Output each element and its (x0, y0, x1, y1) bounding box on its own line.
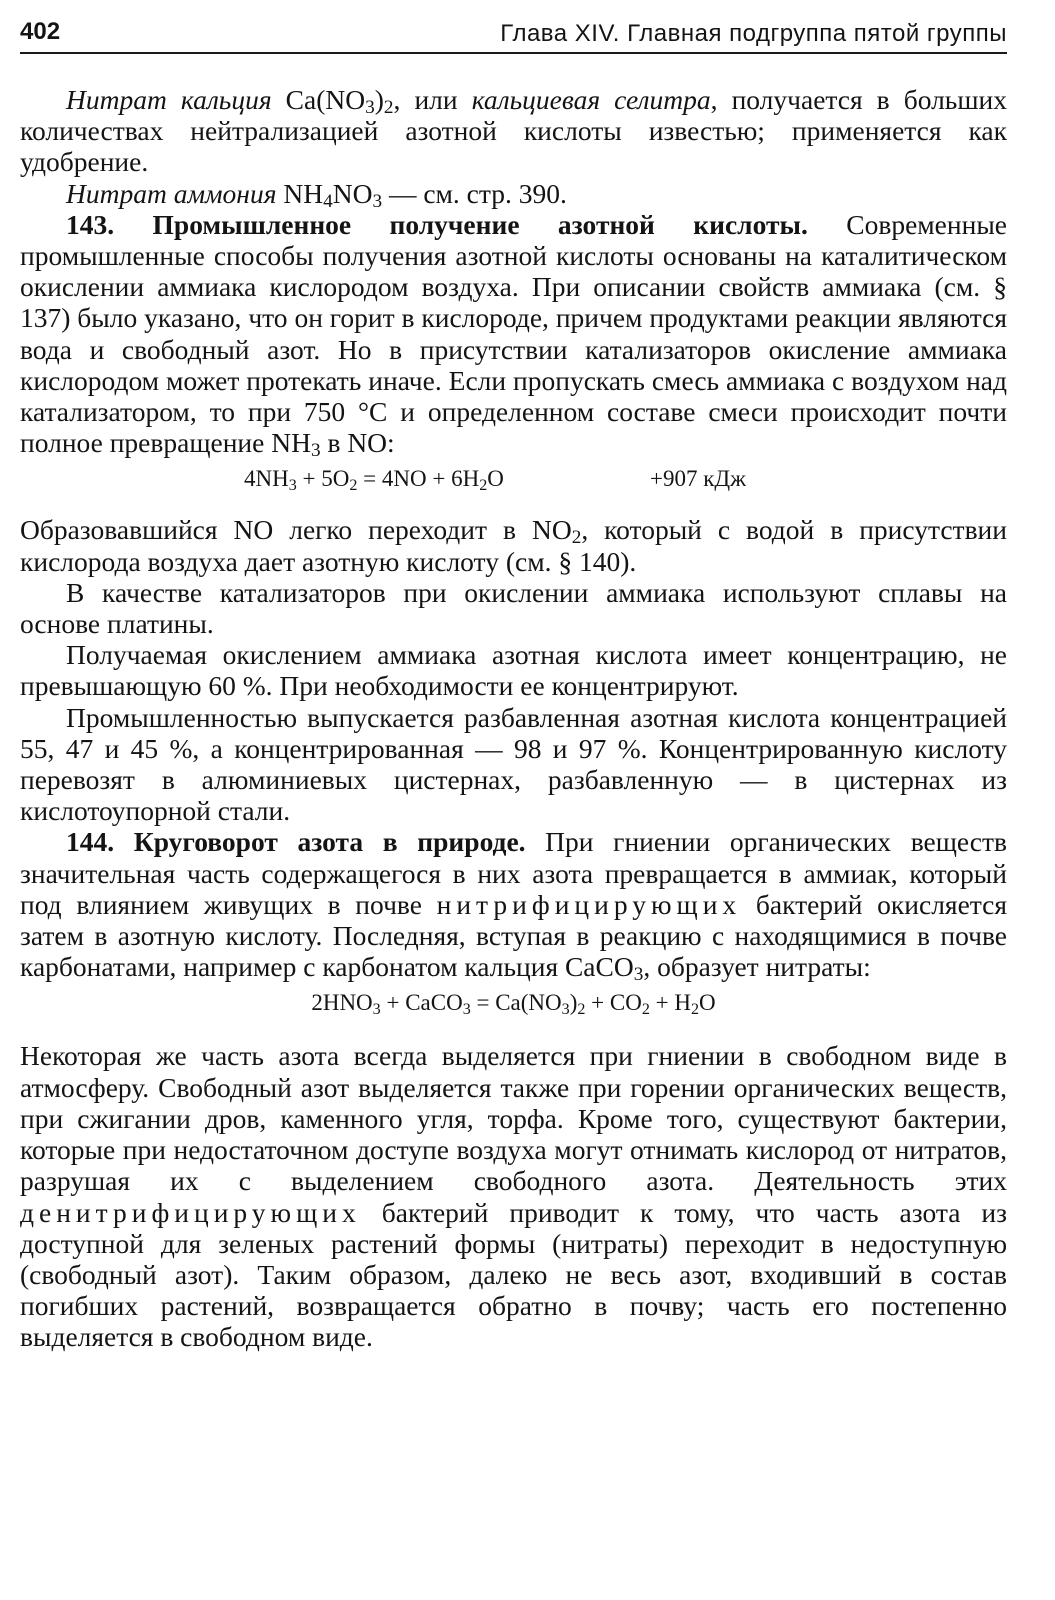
page-body (20, 84, 1007, 1353)
term-calcium-nitrate: Нитрат кальция (66, 84, 272, 115)
running-head: Глава XIV. Главная подгруппа пятой группы (500, 20, 1007, 47)
equation-nitrate-formation: $2HNO_3$ + CaCO$_3$ = $Ca(NO_3)_2 + CO_2 + H_2O$ (311, 990, 716, 1019)
section-heading-144: 144. Круговорот азота в природе. (66, 826, 526, 858)
paragraph-no-conversion: Образовавшийся NO легко переходит в $NO_2$, который с водой в присутствии кислорода воздуха дает азотную кислоту (см. § 140). (20, 514, 1007, 577)
spaced-term-denitrifying: денитрифицирующих (20, 1196, 361, 1228)
reaction-heat: +907 кДж (650, 466, 746, 492)
section-143: 143. Промышленное получение азотной кислоты. Современные промышленные способы получения азотной кислоты основаны на каталитическом окислении аммиака кислородом воздуха. При описании свойств аммиака (см. § 137) было указано, что он горит в кислороде, причем продуктами реакции являются вода и свободный азот. Но в присутствии катализаторов окисление аммиака кислородом может протекать иначе. Если пропускать смесь аммиака с воздухом над катализатором, то при 750 °С и определенном составе смеси происходит почти полное превращение $NH_3$ в NO: (20, 208, 1008, 462)
paragraph-industry: Промышленностью выпускается разбавленная азотная кислота концентрацией 55, 47 и 45 %, а концентрированная — 98 и 97 %. Концентрированную кислоту перевозят в алюминиевых цистернах, разбавленную — в цистернах из кислотоупорной стали. (20, 701, 1007, 827)
formula: $Ca(NO_3)_2$ (285, 84, 394, 118)
page-number: 402 (20, 18, 61, 45)
paragraph-catalysts: В качестве катализаторов при окислении аммиака используют сплавы на основе платины. (20, 576, 1007, 640)
term-calcium-saltpeter: кальциевая селитра (471, 84, 711, 115)
section-144: 144. Круговорот азота в природе. При гниении органических веществ значительная часть содержащегося в них азота превращается в аммиак, который под влиянием живущих в почве нитрифицирующих бактерий окисляется затем в азотную кислоту. Последняя, вступая в реакцию с находящимися в почве карбонатами, например с карбонатом кальция CaCO$_3$, образует нитраты: (20, 826, 1008, 986)
paragraph-concentration: Получаемая окислением аммиака азотная кислота имеет концентрацию, не превышающую 60 %. При необходимости ее концентрируют. (20, 639, 1007, 702)
term-ammonium-nitrate: Нитрат аммония (66, 177, 277, 209)
paragraph-denitrification: Некоторая же часть азота всегда выделяется при гниении в свободном виде в атмосферу. Свободный азот выделяется также при горении органических веществ, при сжигании дров, каменного угля, торфа. Кроме того, существуют бактерии, которые при недостаточном доступе воздуха могут отнимать кислород от нитратов, разрушая их с выделением свободного азота. Деятельность этих денитрифицирующих бактерий приводит к тому, что часть азота из доступной для зеленых растений формы (нитраты) переходит в недоступную (свободный азот). Таким образом, далеко не весь азот, входивший в состав погибших растений, возвращается обратно в почву; часть его постепенно выделяется в свободном виде. (20, 1040, 1007, 1353)
section-heading-143: 143. Промышленное получение азотной кислоты. (66, 208, 808, 240)
paragraph-calcium-nitrate: Нитрат кальция $Ca(NO_3)_2$, или кальциевая селитра, получается в больших количествах нейтрализацией азотной кислоты известью; применяется как удобрение. (20, 84, 1007, 178)
spaced-term-nitrifying: нитрифицирующих (436, 888, 742, 920)
equation-ammonia-oxidation: $4NH_3 + 5O_2 = 4NO + 6H_2O$ +907 кДж (244, 466, 746, 495)
page-header (20, 14, 1007, 54)
paragraph-ammonium-nitrate: Нитрат аммония $NH_4NO_3$ — см. стр. 390. (66, 177, 567, 212)
